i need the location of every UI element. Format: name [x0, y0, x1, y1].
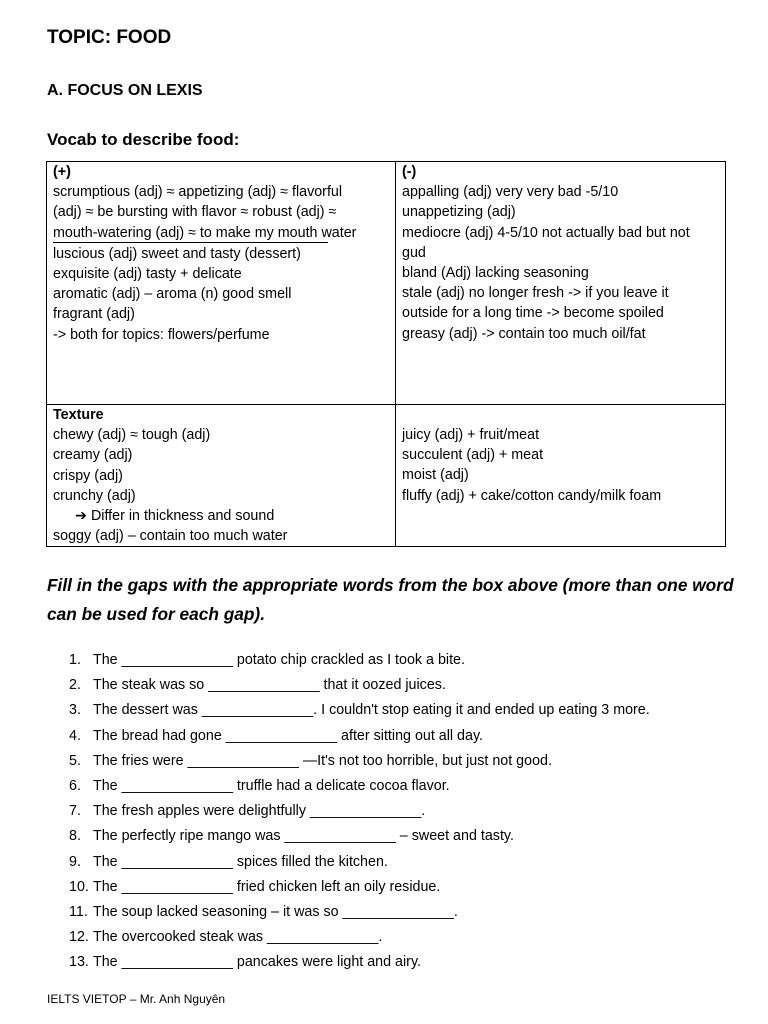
- exercise-item: [47, 902, 650, 927]
- exercise-text: The fresh apples were delightfully ______________.: [93, 803, 426, 820]
- footer-text: IELTS VIETOP – Mr. Anh Nguyên: [47, 992, 226, 1006]
- positive-header: (+): [53, 164, 71, 180]
- vocab-line: aromatic (adj) – aroma (n) good smell: [53, 286, 292, 303]
- exercise-text: The ______________ potato chip crackled as I took a bite.: [93, 652, 465, 668]
- vocab-line: succulent (adj) + meat: [402, 447, 544, 464]
- negative-cell: [396, 162, 726, 405]
- arrow-note: [53, 506, 389, 526]
- exercise-item: [47, 826, 650, 851]
- exercise-number: 7.: [69, 803, 81, 820]
- vocab-line: soggy (adj) – contain too much water: [53, 528, 288, 545]
- arrow-icon: ➔: [75, 508, 87, 525]
- vocab-line: gud: [402, 244, 426, 261]
- section-heading: A. FOCUS ON LEXIS: [47, 82, 203, 99]
- exercise-text: The fries were ______________ —It's not too horrible, but just not good.: [93, 752, 552, 769]
- exercise-item: [47, 650, 650, 675]
- vocab-line: (adj) ≈ be bursting with flavor ≈ robust (adj) ≈: [53, 204, 337, 221]
- exercise-text: The perfectly ripe mango was ______________ – sweet and tasty.: [93, 828, 514, 845]
- exercise-text: The bread had gone ______________ after sitting out all day.: [93, 727, 484, 744]
- exercise-text: The steak was so ______________ that it oozed juices.: [93, 677, 446, 694]
- exercise-item: [47, 675, 650, 700]
- texture-cell: [47, 405, 396, 547]
- exercise-text: The ______________ spices filled the kitchen.: [93, 853, 388, 870]
- exercise-text: The ______________ pancakes were light and airy.: [93, 954, 422, 971]
- vocab-subheading: Vocab to describe food:: [47, 130, 240, 149]
- vocab-line: mouth-watering (adj) ≈ to make my mouth water: [53, 224, 357, 241]
- exercise-number: 4.: [69, 727, 81, 744]
- vocab-line: -> both for topics: flowers/perfume: [53, 326, 270, 343]
- exercise-number: 10.: [69, 878, 89, 895]
- exercise-number: 1.: [69, 652, 81, 668]
- vocab-line: stale (adj) no longer fresh -> if you leave it: [402, 285, 669, 302]
- exercise-item: [47, 877, 650, 902]
- exercise-number: 2.: [69, 677, 81, 694]
- exercise-text: The dessert was ______________. I couldn't stop eating it and ended up eating 3 more.: [93, 702, 650, 719]
- vocab-line: scrumptious (adj) ≈ appetizing (adj) ≈ flavorful: [53, 184, 343, 201]
- exercise-number: 9.: [69, 853, 81, 870]
- exercise-item: [47, 801, 650, 826]
- exercise-list: [47, 650, 650, 977]
- vocab-line: appalling (adj) very very bad -5/10: [402, 184, 619, 201]
- exercise-item: [47, 927, 650, 952]
- vocab-line: crispy (adj): [53, 467, 123, 484]
- exercise-number: 5.: [69, 752, 81, 769]
- vocab-line: moist (adj): [402, 467, 469, 484]
- vocab-line: bland (Adj) lacking seasoning: [402, 265, 589, 282]
- exercise-text: The ______________ truffle had a delicate cocoa flavor.: [93, 777, 450, 794]
- page-title: TOPIC: FOOD: [47, 27, 172, 48]
- exercise-instruction: Fill in the gaps with the appropriate words from the box above (more than one word can be used for each gap).: [47, 575, 734, 624]
- vocab-line: creamy (adj): [53, 447, 133, 464]
- exercise-item: [47, 852, 650, 877]
- vocab-line: fluffy (adj) + cake/cotton candy/milk foam: [402, 487, 662, 504]
- positive-cell: [47, 162, 396, 405]
- vocab-line: juicy (adj) + fruit/meat: [402, 427, 540, 443]
- vocab-line: greasy (adj) -> contain too much oil/fat: [402, 325, 646, 342]
- exercise-number: 11.: [69, 903, 88, 920]
- arrow-note-text: Differ in thickness and sound: [90, 508, 275, 525]
- exercise-number: 12.: [69, 929, 89, 946]
- exercise-item: [47, 952, 650, 977]
- exercise-item: [47, 751, 650, 776]
- vocab-line: crunchy (adj): [53, 487, 136, 504]
- exercise-number: 13.: [69, 954, 89, 971]
- vocab-line: luscious (adj) sweet and tasty (dessert): [53, 245, 301, 262]
- vocab-table: [46, 161, 726, 547]
- exercise-text: The soup lacked seasoning – it was so ______________.: [93, 903, 458, 920]
- moisture-cell: [396, 405, 726, 547]
- exercise-text: The overcooked steak was ______________.: [93, 929, 383, 946]
- exercise-number: 6.: [69, 777, 81, 794]
- exercise-item: [47, 776, 650, 801]
- exercise-number: 8.: [69, 828, 81, 845]
- vocab-line: unappetizing (adj): [402, 204, 516, 221]
- vocab-line: outside for a long time -> become spoiled: [402, 305, 664, 322]
- exercise-item: [47, 726, 650, 751]
- vocab-line: mediocre (adj) 4-5/10 not actually bad but not: [402, 224, 690, 241]
- vocab-line: fragrant (adj): [53, 306, 135, 323]
- exercise-text: The ______________ fried chicken left an oily residue.: [93, 878, 441, 895]
- texture-header: Texture: [53, 407, 104, 423]
- exercise-number: 3.: [69, 702, 81, 719]
- negative-header: (-): [402, 164, 417, 180]
- vocab-line: chewy (adj) ≈ tough (adj): [53, 427, 211, 444]
- vocab-line: exquisite (adj) tasty + delicate: [53, 266, 242, 283]
- exercise-item: [47, 700, 650, 725]
